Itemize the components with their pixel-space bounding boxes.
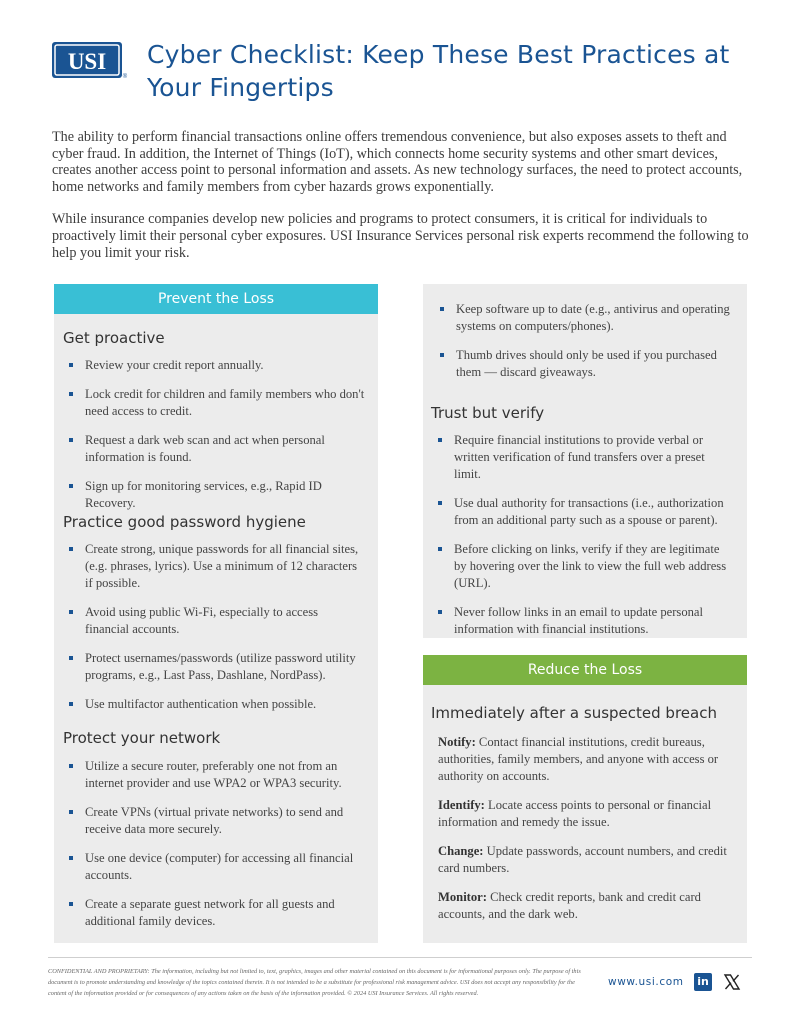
list-item: Keep software up to date (e.g., antivirus and operating systems on computers/phones). — [425, 301, 733, 335]
prevent-band: Prevent the Loss — [54, 284, 378, 314]
list-item: Use one device (computer) for accessing all financial accounts. — [54, 850, 360, 884]
continued-list — [425, 301, 733, 381]
prevent-panel-right — [423, 284, 747, 638]
breach-step-notify — [438, 734, 733, 785]
list-item: Sign up for monitoring services, e.g., Rapid ID Recovery. — [54, 478, 370, 512]
step-text: Locate access points to personal or financial information and remedy the issue. — [438, 798, 712, 829]
list-item: Create VPNs (virtual private networks) to send and receive data more securely. — [54, 804, 360, 838]
list-item: Protect usernames/passwords (utilize password utility programs, e.g., Last Pass, Dashlane, NordPass). — [54, 650, 360, 684]
step-text: Check credit reports, bank and credit card accounts, and the dark web. — [438, 890, 701, 921]
get-proactive-list — [54, 357, 370, 512]
page-title: Cyber Checklist: Keep These Best Practices at Your Fingertips — [147, 40, 730, 102]
list-item: Lock credit for children and family members who don't need access to credit. — [54, 386, 370, 420]
list-item: Create a separate guest network for all guests and additional family devices. — [54, 896, 360, 930]
reduce-panel — [423, 655, 747, 943]
network-heading: Protect your network — [63, 729, 221, 747]
list-item: Create strong, unique passwords for all financial sites, (e.g. phrases, lyrics). Use a minimum of 12 characters if possible. — [54, 541, 360, 592]
breach-steps — [438, 734, 733, 935]
trust-list — [423, 432, 733, 638]
step-term: Change: — [438, 844, 484, 858]
list-item: Never follow links in an email to update personal information with financial institutions. — [423, 604, 733, 638]
list-item: Review your credit report annually. — [54, 357, 370, 374]
trust-heading: Trust but verify — [431, 404, 545, 422]
website-link[interactable]: www.usi.com — [608, 976, 684, 988]
usi-logo-mark: ® — [122, 74, 128, 80]
reduce-band: Reduce the Loss — [423, 655, 747, 685]
prevent-panel-left — [54, 284, 378, 943]
breach-step-change — [438, 843, 733, 877]
step-term: Identify: — [438, 798, 485, 812]
step-text: Contact financial institutions, credit bureaus, authorities, family members, and anyone with access or authority on accounts. — [438, 735, 719, 783]
step-term: Notify: — [438, 735, 476, 749]
intro — [52, 129, 752, 277]
password-heading: Practice good password hygiene — [63, 513, 306, 531]
footer-divider — [48, 957, 752, 958]
list-item: Before clicking on links, verify if they are legitimate by hovering over the link to view the full web address (URL). — [423, 541, 733, 592]
password-list — [54, 541, 360, 713]
step-term: Monitor: — [438, 890, 487, 904]
x-icon[interactable] — [723, 973, 741, 991]
list-item: Avoid using public Wi-Fi, especially to access financial accounts. — [54, 604, 360, 638]
list-item: Require financial institutions to provide verbal or written verification of fund transfers over a preset limit. — [423, 432, 733, 483]
usi-logo-text: USI — [67, 49, 107, 74]
footer-disclaimer: CONFIDENTIAL AND PROPRIETARY: The information, including but not limited to, text, graphics, images and other material contained on this document is for informational purposes only. The purpose of this document is to promote understanding and knowledge of the topics contained therein. It is not intended to be a substitute for professional risk management advice. USI does not accept any responsibility for the content of the information provided or for consequences of any actions taken on the basis of the information provided. © 2024 USI Insurance Services. All rights reserved. — [48, 968, 581, 997]
usi-logo — [52, 42, 128, 80]
network-list — [54, 758, 360, 930]
list-item: Utilize a secure router, preferably one not from an internet provider and use WPA2 or WPA3 security. — [54, 758, 360, 792]
step-text: Update passwords, account numbers, and credit card numbers. — [438, 844, 727, 875]
intro-paragraph: While insurance companies develop new policies and programs to protect consumers, it is critical for individuals to proactively limit their personal cyber exposures. USI Insurance Services personal risk experts recommend the following to help you limit your risk. — [52, 211, 749, 261]
list-item: Thumb drives should only be used if you purchased them — discard giveaways. — [425, 347, 733, 381]
list-item: Request a dark web scan and act when personal information is found. — [54, 432, 370, 466]
list-item: Use dual authority for transactions (i.e., authorization from an additional party such as a spouse or parent). — [423, 495, 733, 529]
get-proactive-heading: Get proactive — [63, 329, 165, 347]
breach-heading: Immediately after a suspected breach — [431, 704, 717, 722]
linkedin-icon[interactable]: in — [694, 973, 712, 991]
list-item: Use multifactor authentication when possible. — [54, 696, 360, 713]
breach-step-monitor — [438, 889, 733, 923]
breach-step-identify — [438, 797, 733, 831]
intro-paragraph: The ability to perform financial transactions online offers tremendous convenience, but also exposes assets to theft and cyber fraud. In addition, the Internet of Things (IoT), which connects home security systems and other smart devices, creates another access point to personal information and assets. As new technology surfaces, the need to protect accounts, home networks and family members from cyber hazards grows exponentially. — [52, 129, 743, 195]
